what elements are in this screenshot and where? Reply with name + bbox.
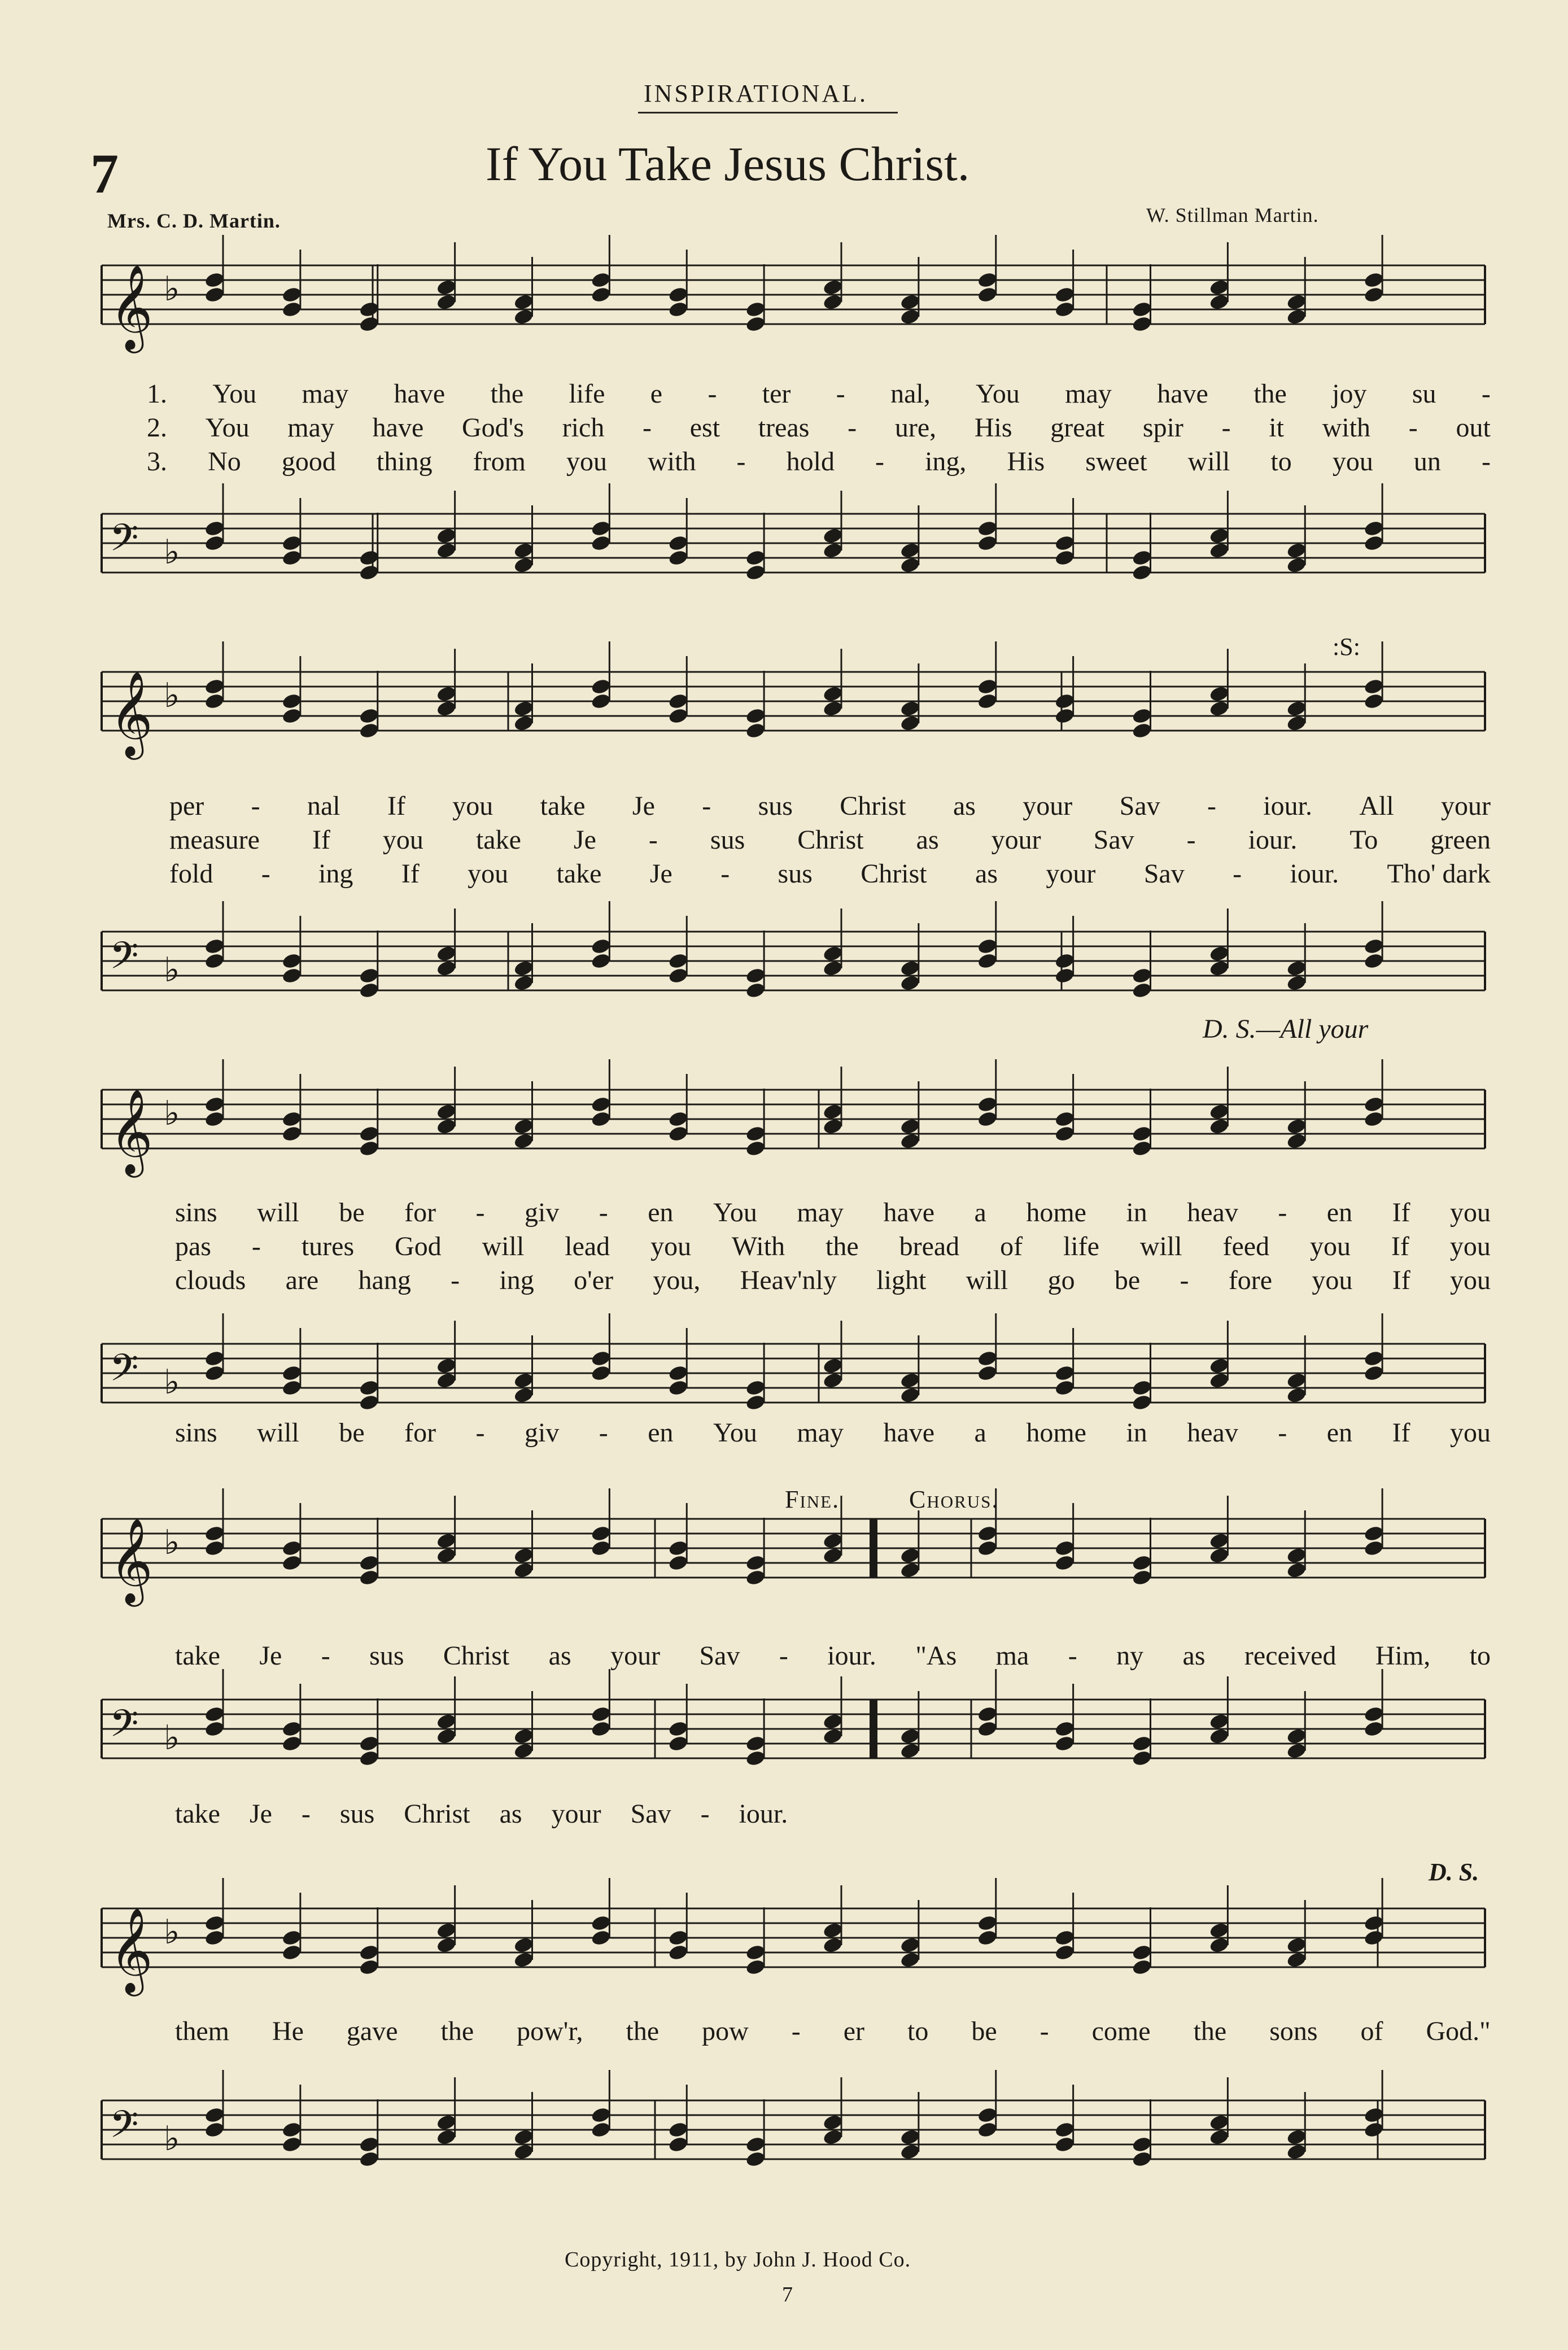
- lyric-syllable: en: [648, 1418, 674, 1448]
- lyric-syllable: you: [1332, 447, 1373, 477]
- note-head: [1209, 2113, 1230, 2131]
- lyric-syllable: -: [251, 791, 260, 821]
- lyric-syllable: -: [836, 379, 845, 409]
- lyric-syllable: as: [916, 825, 939, 855]
- lyric-syllable: the: [1193, 2016, 1227, 2046]
- lyric-syllable: the: [440, 2016, 474, 2046]
- note-head: [977, 2121, 998, 2139]
- lyric-syllable: feed: [1222, 1231, 1270, 1261]
- lyric-syllable: You: [212, 379, 257, 409]
- lyric-syllable: you: [650, 1231, 692, 1261]
- lyric-syllable: joy: [1332, 379, 1367, 409]
- hymn-title: If You Take Jesus Christ.: [486, 137, 970, 191]
- lyric-syllable: be: [339, 1198, 365, 1228]
- lyric-syllable: you,: [653, 1265, 701, 1295]
- lyric-syllable: Sav: [1119, 791, 1160, 821]
- lyric-syllable: home: [1026, 1198, 1086, 1228]
- lyric-syllable: All: [1359, 791, 1394, 821]
- note-head: [822, 2128, 844, 2146]
- lyric-syllable: hold: [786, 447, 835, 477]
- lyric-syllable: hang: [358, 1265, 411, 1295]
- lyric-line-chorus: [175, 2016, 1491, 2047]
- lyric-syllable: Je: [649, 859, 672, 889]
- lyric-syllable: out: [1456, 413, 1491, 443]
- lyric-syllable: thing: [376, 447, 433, 477]
- lyric-syllable: lead: [565, 1231, 610, 1261]
- lyric-syllable: ter: [762, 379, 791, 409]
- lyric-syllable: life: [1063, 1231, 1099, 1261]
- lyric-syllable: iour.: [1290, 859, 1339, 889]
- lyric-syllable: en: [648, 1198, 674, 1228]
- lyric-syllable: be: [1114, 1265, 1141, 1295]
- note-head: [1286, 2143, 1307, 2161]
- treble-clef-icon: 𝄞: [110, 264, 153, 350]
- note-head: [359, 2150, 380, 2168]
- lyric-syllable: you: [468, 859, 509, 889]
- note-head: [899, 2143, 921, 2161]
- lyric-syllable: fore: [1228, 1265, 1273, 1295]
- lyric-syllable: est: [689, 413, 720, 443]
- lyric-syllable: ing: [499, 1265, 534, 1295]
- lyric-syllable: With: [732, 1231, 785, 1261]
- lyric-syllable: 3.: [147, 447, 167, 477]
- lyric-syllable: sus: [369, 1641, 404, 1671]
- lyric-syllable: rich: [562, 413, 605, 443]
- treble-clef-icon: 𝄞: [110, 1517, 153, 1603]
- lyric-syllable: -: [736, 447, 746, 477]
- lyric-syllable: -: [1039, 2016, 1049, 2046]
- lyric-syllable: -: [702, 791, 711, 821]
- note-head: [822, 2113, 844, 2131]
- lyric-syllable: e: [650, 379, 663, 409]
- lyric-syllable: your: [1441, 791, 1491, 821]
- lyric-syllable: the: [1253, 379, 1287, 409]
- flat-key-signature-icon: ♭: [164, 1094, 180, 1133]
- lyric-syllable: fold: [169, 859, 213, 889]
- lyric-syllable: -: [475, 1418, 485, 1448]
- page-footer: [0, 2247, 1568, 2349]
- section-label: INSPIRATIONAL.: [644, 80, 868, 107]
- lyric-syllable: you: [1450, 1198, 1491, 1228]
- treble-clef-icon: 𝄞: [110, 1088, 153, 1174]
- note-head: [1132, 2135, 1153, 2154]
- flat-key-signature-icon: ♭: [164, 532, 180, 572]
- lyric-syllable: with: [648, 447, 696, 477]
- lyric-syllable: sus: [778, 859, 813, 889]
- lyric-syllable: -: [1481, 447, 1491, 477]
- lyric-syllable: -: [1481, 379, 1491, 409]
- note-head: [1132, 2150, 1153, 2168]
- lyric-syllable: You: [205, 413, 250, 443]
- hymn-number: 7: [90, 142, 119, 205]
- lyric-syllable: measure: [169, 825, 260, 855]
- lyric-syllable: Je: [632, 791, 655, 821]
- lyric-syllable: -: [1233, 859, 1242, 889]
- lyric-syllable: Sav: [699, 1641, 740, 1671]
- lyric-syllable: -: [1278, 1418, 1287, 1448]
- lyric-syllable: to: [1270, 447, 1292, 477]
- note-head: [281, 2135, 303, 2154]
- lyric-syllable: may: [1065, 379, 1112, 409]
- lyric-syllable: are: [285, 1265, 319, 1295]
- flat-key-signature-icon: ♭: [164, 1912, 180, 1952]
- lyric-syllable: Christ: [861, 859, 927, 889]
- lyric-syllable: Tho' dark: [1387, 859, 1491, 889]
- note-head: [513, 2128, 535, 2146]
- lyric-syllable: your: [1023, 791, 1073, 821]
- lyric-syllable: the: [490, 379, 524, 409]
- lyric-syllable: er: [843, 2016, 865, 2046]
- lyric-syllable: a: [974, 1418, 986, 1448]
- note-head: [1054, 2121, 1076, 2139]
- note-head: [436, 2113, 457, 2131]
- note-head: [1363, 2106, 1384, 2124]
- bass-clef-icon: 𝄢: [110, 934, 139, 986]
- lyric-syllable: per: [169, 791, 204, 821]
- lyric-syllable: in: [1126, 1198, 1147, 1228]
- lyric-syllable: His: [974, 413, 1012, 443]
- lyric-syllable: great: [1050, 413, 1105, 443]
- lyric-syllable: sus: [710, 825, 745, 855]
- lyric-syllable: -: [875, 447, 885, 477]
- bass-lyric-line: D. S.—All your: [1203, 1014, 1369, 1044]
- note-head: [436, 2128, 457, 2146]
- lyric-syllable: nal,: [890, 379, 931, 409]
- lyric-syllable: If: [1391, 1231, 1409, 1261]
- flat-key-signature-icon: ♭: [164, 1718, 180, 1758]
- lyric-syllable: ma: [995, 1641, 1029, 1671]
- lyric-syllable: en: [1326, 1198, 1353, 1228]
- lyric-syllable: -: [707, 379, 717, 409]
- lyric-syllable: -: [261, 859, 270, 889]
- bass-clef-icon: 𝄢: [110, 2103, 139, 2155]
- lyric-syllable: as: [975, 859, 998, 889]
- lyric-syllable: take: [175, 1641, 220, 1671]
- lyric-syllable: received: [1244, 1641, 1336, 1671]
- lyric-syllable: iour.: [1263, 791, 1312, 821]
- lyric-syllable: o'er: [574, 1265, 614, 1295]
- lyric-syllable: -: [779, 1641, 788, 1671]
- lyric-syllable: -: [1278, 1198, 1287, 1228]
- lyric-syllable: ing,: [925, 447, 967, 477]
- note-head: [899, 2128, 921, 2146]
- lyric-syllable: -: [599, 1198, 608, 1228]
- lyric-syllable: You: [976, 379, 1020, 409]
- lyric-syllable: may: [797, 1198, 844, 1228]
- lyric-syllable: heav: [1187, 1198, 1238, 1228]
- flat-key-signature-icon: ♭: [164, 2119, 180, 2159]
- flat-key-signature-icon: ♭: [164, 676, 180, 715]
- lyric-syllable: have: [372, 413, 424, 443]
- lyric-syllable: your: [610, 1641, 661, 1671]
- treble-clef-icon: 𝄞: [110, 670, 153, 756]
- lyric-syllable: -: [791, 2016, 801, 2046]
- lyric-syllable: giv: [524, 1418, 560, 1448]
- lyric-syllable: "As: [915, 1641, 957, 1671]
- lyric-syllable: God.": [1426, 2016, 1491, 2046]
- lyric-syllable: bread: [899, 1231, 960, 1261]
- lyric-syllable: -: [643, 413, 652, 443]
- lyric-syllable: have: [1157, 379, 1208, 409]
- lyric-syllable: If: [1392, 1418, 1410, 1448]
- lyric-syllable: have: [883, 1198, 935, 1228]
- lyric-syllable: your: [991, 825, 1041, 855]
- lyric-syllable: you: [382, 825, 423, 855]
- lyric-syllable: -: [1408, 413, 1418, 443]
- lyric-syllable: -: [1207, 791, 1216, 821]
- lyric-syllable: -: [475, 1198, 485, 1228]
- lyric-syllable: light: [876, 1265, 927, 1295]
- lyric-syllable: for: [404, 1418, 436, 1448]
- lyric-syllable: If: [1392, 1265, 1410, 1295]
- lyric-syllable: life: [569, 379, 605, 409]
- lyric-syllable: you: [1449, 1231, 1491, 1261]
- lyric-syllable: iour.: [827, 1641, 876, 1671]
- lyric-syllable: will: [257, 1198, 299, 1228]
- lyric-syllable: you: [1450, 1418, 1491, 1448]
- lyric-syllable: to: [1469, 1641, 1491, 1671]
- lyric-syllable: ny: [1116, 1641, 1144, 1671]
- lyric-syllable: -: [599, 1418, 608, 1448]
- lyric-syllable: you: [1450, 1265, 1491, 1295]
- lyric-syllable: If: [387, 791, 405, 821]
- treble-clef-icon: 𝄞: [110, 1907, 153, 1993]
- lyric-syllable: Heav'nly: [740, 1265, 837, 1295]
- note-head: [1286, 2128, 1307, 2146]
- lyric-syllable: of: [1360, 2016, 1383, 2046]
- composer-credit: W. Stillman Martin.: [1146, 204, 1319, 226]
- lyric-syllable: of: [1000, 1231, 1023, 1261]
- lyric-syllable: home: [1026, 1418, 1086, 1448]
- lyric-syllable: Him,: [1375, 1641, 1431, 1671]
- lyric-syllable: you: [1312, 1265, 1353, 1295]
- lyric-syllable: it: [1269, 413, 1284, 443]
- lyric-syllable: will: [1187, 447, 1230, 477]
- lyric-syllable: Sav: [1143, 859, 1185, 889]
- lyric-syllable: en: [1326, 1418, 1353, 1448]
- fine-mark: Fine.: [785, 1486, 840, 1513]
- lyric-syllable: you: [452, 791, 493, 821]
- lyric-syllable: His: [1007, 447, 1045, 477]
- note-head: [204, 2121, 225, 2139]
- lyric-syllable: pow'r,: [517, 2016, 583, 2046]
- lyric-syllable: good: [281, 447, 336, 477]
- lyric-syllable: clouds: [175, 1265, 246, 1295]
- lyric-syllable: -: [848, 413, 857, 443]
- note-head: [281, 2121, 303, 2139]
- lyric-syllable: God: [395, 1231, 442, 1261]
- lyric-syllable: come: [1091, 2016, 1151, 2046]
- lyric-syllable: will: [1139, 1231, 1182, 1261]
- lyric-syllable: you: [1310, 1231, 1351, 1261]
- lyric-syllable: sus: [758, 791, 793, 821]
- note-head: [1363, 2121, 1384, 2139]
- lyric-syllable: with: [1322, 413, 1371, 443]
- lyric-syllable: heav: [1187, 1418, 1238, 1448]
- lyric-syllable: Christ: [443, 1641, 510, 1671]
- lyric-syllable: you: [566, 447, 608, 477]
- flat-key-signature-icon: ♭: [164, 1523, 180, 1562]
- note-head: [204, 2106, 225, 2124]
- lyric-syllable: take: [540, 791, 586, 821]
- lyricist-credit: Mrs. C. D. Martin.: [107, 209, 281, 232]
- note-head: [1209, 2128, 1230, 2146]
- flat-key-signature-icon: ♭: [164, 269, 180, 309]
- bass-clef-icon: 𝄢: [110, 1346, 139, 1399]
- note-head: [513, 2143, 535, 2161]
- bass-clef-icon: 𝄢: [110, 1702, 139, 1754]
- segno-mark: :S:: [1333, 633, 1360, 661]
- lyric-syllable: may: [302, 379, 349, 409]
- lyric-syllable: -: [321, 1641, 330, 1671]
- lyric-syllable: may: [797, 1418, 844, 1448]
- lyric-syllable: If: [312, 825, 330, 855]
- lyric-syllable: will: [482, 1231, 525, 1261]
- lyric-syllable: Je: [259, 1641, 282, 1671]
- lyric-syllable: pas: [175, 1231, 211, 1261]
- lyric-syllable: God's: [461, 413, 524, 443]
- lyric-syllable: may: [287, 413, 334, 443]
- lyric-syllable: nal: [307, 791, 340, 821]
- lyric-syllable: He: [272, 2016, 304, 2046]
- lyric-syllable: from: [473, 447, 526, 477]
- lyric-syllable: -: [251, 1231, 261, 1261]
- lyric-syllable: pow: [702, 2016, 749, 2046]
- bass-lyric-line: take Je - sus Christ as your Sav - iour.: [175, 1799, 788, 1829]
- note-head: [977, 2106, 998, 2124]
- lyric-syllable: be: [971, 2016, 997, 2046]
- lyric-syllable: as: [1182, 1641, 1206, 1671]
- lyric-syllable: -: [1068, 1641, 1077, 1671]
- lyric-syllable: a: [974, 1198, 986, 1228]
- lyric-syllable: will: [257, 1418, 299, 1448]
- lyric-syllable: take: [556, 859, 602, 889]
- lyric-syllable: have: [394, 379, 445, 409]
- lyric-syllable: Sav: [1093, 825, 1134, 855]
- lyric-syllable: iour.: [1248, 825, 1298, 855]
- lyric-syllable: To: [1349, 825, 1378, 855]
- lyric-syllable: your: [1046, 859, 1096, 889]
- lyric-syllable: 1.: [147, 379, 167, 409]
- lyric-syllable: green: [1430, 825, 1491, 855]
- lyric-syllable: -: [1221, 413, 1231, 443]
- lyric-syllable: Christ: [797, 825, 864, 855]
- lyric-syllable: sins: [175, 1198, 217, 1228]
- lyric-syllable: have: [883, 1418, 935, 1448]
- lyric-syllable: sins: [175, 1418, 217, 1448]
- lyric-syllable: -: [720, 859, 730, 889]
- lyric-syllable: as: [548, 1641, 571, 1671]
- lyric-syllable: sons: [1269, 2016, 1318, 2046]
- lyric-syllable: Christ: [840, 791, 906, 821]
- lyric-syllable: be: [339, 1418, 365, 1448]
- lyric-syllable: su: [1412, 379, 1436, 409]
- lyric-syllable: spir: [1142, 413, 1183, 443]
- lyric-syllable: -: [451, 1265, 460, 1295]
- lyric-syllable: take: [475, 825, 521, 855]
- lyric-syllable: un: [1413, 447, 1441, 477]
- lyric-syllable: If: [1392, 1198, 1410, 1228]
- note-head: [667, 2121, 689, 2139]
- note-head: [745, 2150, 766, 2168]
- lyric-syllable: sweet: [1085, 447, 1147, 477]
- note-head: [1054, 2135, 1076, 2154]
- lyric-syllable: You: [713, 1198, 757, 1228]
- flat-key-signature-icon: ♭: [164, 950, 180, 990]
- lyric-syllable: go: [1047, 1265, 1075, 1295]
- lyric-syllable: 2.: [147, 413, 167, 443]
- lyric-syllable: tures: [301, 1231, 355, 1261]
- lyric-syllable: ure,: [894, 413, 937, 443]
- lyric-syllable: -: [1180, 1265, 1189, 1295]
- lyric-syllable: treas: [758, 413, 810, 443]
- lyric-syllable: in: [1126, 1418, 1147, 1448]
- copyright-notice: Copyright, 1911, by John J. Hood Co.: [565, 2248, 911, 2272]
- lyric-syllable: to: [907, 2016, 929, 2046]
- lyric-syllable: If: [401, 859, 420, 889]
- note-head: [591, 2121, 612, 2139]
- lyric-syllable: will: [966, 1265, 1008, 1295]
- note-head: [591, 2106, 612, 2124]
- lyric-syllable: You: [713, 1418, 757, 1448]
- chorus-mark: Chorus.: [909, 1486, 999, 1513]
- lyric-syllable: for: [404, 1198, 436, 1228]
- lyric-syllable: as: [953, 791, 976, 821]
- lyric-syllable: No: [208, 447, 241, 477]
- lyric-syllable: giv: [524, 1198, 560, 1228]
- note-head: [745, 2135, 766, 2154]
- lyric-syllable: -: [1186, 825, 1196, 855]
- lyric-syllable: gave: [346, 2016, 398, 2046]
- lyric-syllable: the: [826, 1231, 859, 1261]
- flat-key-signature-icon: ♭: [164, 1362, 180, 1402]
- lyric-syllable: the: [626, 2016, 659, 2046]
- page-number: 7: [782, 2283, 793, 2307]
- lyric-syllable: ing: [318, 859, 353, 889]
- note-head: [359, 2135, 380, 2154]
- lyric-syllable: -: [648, 825, 658, 855]
- lyric-syllable: Je: [573, 825, 596, 855]
- bass-clef-icon: 𝄢: [110, 516, 139, 569]
- ds-mark: D. S.: [1429, 1858, 1479, 1886]
- lyric-syllable: them: [175, 2016, 229, 2046]
- note-head: [667, 2135, 689, 2154]
